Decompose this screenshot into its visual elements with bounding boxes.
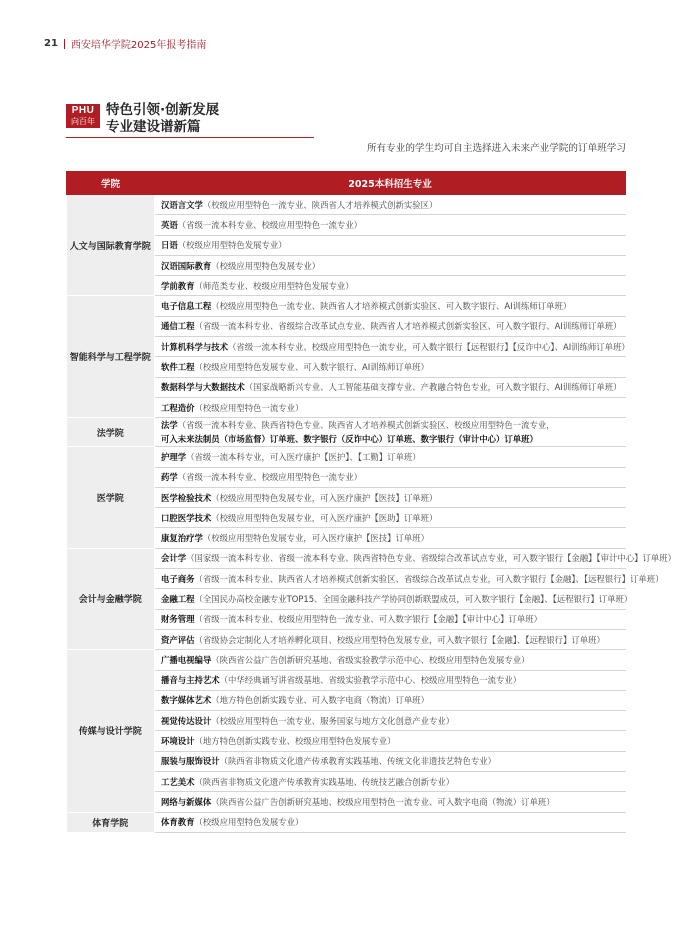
major-description: （校级应用型特色发展专业） <box>194 817 304 828</box>
major-name: 金融工程 <box>161 593 195 604</box>
major-cell <box>155 215 626 235</box>
majors-table <box>66 171 677 833</box>
page-header <box>44 36 206 51</box>
table-body <box>67 195 677 833</box>
major-description: （中华经典诵写讲省级基地、省级实验教学示范中心、校级应用型特色一流专业） <box>219 675 522 686</box>
header-school: 学院 <box>67 172 155 195</box>
major-name: 服装与服饰设计 <box>161 756 220 767</box>
logo-text-phu: PHU <box>71 105 95 116</box>
major-name: 法学 <box>161 420 178 431</box>
school-name: 人文与国际教育学院 <box>67 195 155 296</box>
table-row <box>67 812 626 832</box>
major-name: 汉语言文学 <box>161 199 203 210</box>
major-name: 药学 <box>161 472 178 483</box>
major-description: （校级应用型特色一流专业、陕西省人才培养模式创新实验区、可入数字银行、AI训练师订单班） <box>211 301 572 312</box>
running-title: 西安培华学院2025年报考指南 <box>70 40 207 51</box>
major-cell <box>155 337 630 357</box>
major-description: （省级一流本科专业、校级应用型特色一流专业） <box>177 472 362 483</box>
major-description: （陕西省公益广告创新研究基地、校级应用型特色一流专业、可入数字电商（物流）订单班） <box>211 796 555 807</box>
school-name: 法学院 <box>67 418 155 447</box>
major-cell <box>155 447 626 467</box>
table-row <box>67 548 626 568</box>
major-name: 工程造价 <box>161 402 195 413</box>
major-name: 数字媒体艺术 <box>161 695 212 706</box>
major-name: 汉语国际教育 <box>161 260 212 271</box>
major-cell <box>155 792 626 812</box>
table-row <box>67 650 626 670</box>
major-description: （陕西省公益广告创新研究基地、省级实验教学示范中心、校级应用型特色发展专业） <box>211 654 530 665</box>
major-cell <box>155 296 626 316</box>
header-divider <box>64 39 65 49</box>
major-name: 英语 <box>161 219 178 230</box>
major-name: 广播电视编导 <box>161 654 212 665</box>
school-name: 传媒与设计学院 <box>67 650 155 812</box>
major-description: （校级应用型特色发展专业、可入数字银行、AI训练师订单班） <box>194 362 429 373</box>
major-cell <box>155 377 626 397</box>
section-title-line1: 特色引领·创新发展 <box>106 102 220 118</box>
major-cell <box>155 772 626 792</box>
major-description: （校级应用型特色一流专业、陕西省人才培养模式创新实验区） <box>202 199 438 210</box>
major-name: 视觉传达设计 <box>161 715 212 726</box>
major-cell <box>155 812 626 832</box>
major-description: （陕西省非物质文化遗产传承教育实践基地、传统文化非遗技艺特色专业） <box>219 756 496 767</box>
major-name: 工艺美术 <box>161 776 195 787</box>
major-description: （全国民办高校金融专业TOP15、全国金融科技产学协同创新联盟成员，可入数字银行【金融】、【远程银行】订单班） <box>194 593 633 604</box>
major-name: 会计学 <box>161 553 187 564</box>
major-description-continued: 可入未来法制员（市场监督）订单班、数字银行（反诈中心）订单班、数字银行（审计中心）订单班） <box>161 434 538 445</box>
major-cell <box>155 589 633 609</box>
title-underline <box>66 137 314 138</box>
major-description: （省级一流本科专业、陕西省特色专业、陕西省人才培养模式创新实验区、校级应用型特色一流专业， <box>177 420 555 431</box>
major-cell <box>155 609 626 629</box>
table-row <box>67 447 626 467</box>
major-name: 播音与主持艺术 <box>161 675 220 686</box>
major-cell <box>155 528 626 548</box>
major-description: （校级应用型特色发展专业，可入医疗康护【医技】订单班） <box>211 492 438 503</box>
major-description: （地方特色创新实践专业、可入数字电商（物流）订单班） <box>211 695 429 706</box>
major-cell <box>155 731 626 751</box>
school-name: 医学院 <box>67 447 155 548</box>
major-name: 电子信息工程 <box>161 301 212 312</box>
major-cell <box>155 548 677 568</box>
major-name: 财务管理 <box>161 614 195 625</box>
logo-text-centennial: 向百年 <box>71 117 95 126</box>
major-cell <box>155 690 626 710</box>
major-name: 网络与新媒体 <box>161 796 212 807</box>
major-description: （校级应用型特色发展专业，可入医疗康护【医技】订单班） <box>202 533 429 544</box>
major-cell <box>155 276 626 296</box>
major-description: （国家级一流本科专业、省级一流本科专业、陕西省特色专业、省级综合改革试点专业，可入数字银行【金融】【审计中心】订单班） <box>186 553 677 564</box>
school-name: 会计与金融学院 <box>67 548 155 649</box>
table-header-row <box>67 172 626 195</box>
major-name: 电子商务 <box>161 573 195 584</box>
table-row <box>67 418 626 447</box>
section-title <box>106 102 219 136</box>
major-name: 体育教育 <box>161 817 195 828</box>
major-description: （校级应用型特色发展专业，可入医疗康护【医助】订单班） <box>211 512 438 523</box>
section-note: 所有专业的学生均可自主选择进入未来产业学院的订单班学习 <box>366 143 626 154</box>
major-cell <box>155 629 626 649</box>
major-description: （地方特色创新实践专业、校级应用型特色发展专业） <box>194 736 396 747</box>
major-cell <box>155 195 626 215</box>
major-description: （省级一流本科专业、省级综合改革试点专业、陕西省人才培养模式创新实验区、可入数字银行、AI训练师订单班） <box>194 321 622 332</box>
major-cell <box>155 751 626 771</box>
major-cell <box>155 650 626 670</box>
section-title-line2: 专业建设谱新篇 <box>106 119 201 135</box>
major-description: （校级应用型特色一流专业） <box>194 402 304 413</box>
major-cell <box>155 235 626 255</box>
major-name: 医学检验技术 <box>161 492 212 503</box>
major-description: （省级一流本科专业、校级应用型特色一流专业，可入数字银行【远程银行】【反诈中心】、AI训练师订单班） <box>228 341 630 352</box>
major-description: （校级应用型特色发展专业） <box>177 240 287 251</box>
major-description: （省级一流本科专业，可入医疗康护【医护】、【工勤】订单班） <box>186 451 421 462</box>
major-cell <box>155 357 626 377</box>
major-cell <box>155 418 626 447</box>
page-number: 21 <box>44 38 58 49</box>
major-cell <box>155 397 626 417</box>
major-description: （省级协会定制化人才培养孵化项目、校级应用型特色发展专业，可入数字银行【金融】、【远程银行】订单班） <box>194 634 605 645</box>
major-cell <box>155 569 664 589</box>
major-description: （校级应用型特色一流专业、服务国家与地方文化创意产业专业） <box>211 715 455 726</box>
major-description: （省级一流本科专业、陕西省人才培养模式创新实验区、省级综合改革试点专业，可入数字银行【金融】、【远程银行】订单班） <box>194 573 664 584</box>
major-cell <box>155 711 626 731</box>
major-cell <box>155 316 626 336</box>
major-name: 日语 <box>161 240 178 251</box>
table-row <box>67 296 626 316</box>
school-name: 体育学院 <box>67 812 155 832</box>
major-name: 环境设计 <box>161 736 195 747</box>
major-cell <box>155 508 626 528</box>
major-description: （师范类专业、校级应用型特色发展专业） <box>194 280 354 291</box>
major-name: 口腔医学技术 <box>161 512 212 523</box>
header-majors: 2025本科招生专业 <box>155 172 626 195</box>
major-name: 学前教育 <box>161 280 195 291</box>
major-cell <box>155 670 626 690</box>
major-name: 护理学 <box>161 451 187 462</box>
major-description: （校级应用型特色发展专业） <box>211 260 321 271</box>
major-name: 数据科学与大数据技术 <box>161 382 245 393</box>
major-name: 通信工程 <box>161 321 195 332</box>
major-name: 康复治疗学 <box>161 533 203 544</box>
major-name: 计算机科学与技术 <box>161 341 228 352</box>
major-cell <box>155 487 626 507</box>
major-cell <box>155 467 626 487</box>
major-name: 软件工程 <box>161 362 195 373</box>
major-description: （省级一流本科专业、校级应用型特色一流专业） <box>177 219 362 230</box>
table-row <box>67 195 626 215</box>
major-description: （省级一流本科专业、校级应用型特色一流专业、可入数字银行【金融】【审计中心】订单班） <box>194 614 543 625</box>
major-name: 资产评估 <box>161 634 195 645</box>
major-description: （陕西省非物质文化遗产传承教育实践基地、传统技艺融合创新专业） <box>194 776 455 787</box>
major-description: （国家战略新兴专业、人工智能基础支撑专业、产教融合特色专业，可入数字银行、AI训练师订单班） <box>244 382 622 393</box>
major-cell <box>155 255 626 275</box>
phu-logo <box>66 104 100 128</box>
school-name: 智能科学与工程学院 <box>67 296 155 418</box>
